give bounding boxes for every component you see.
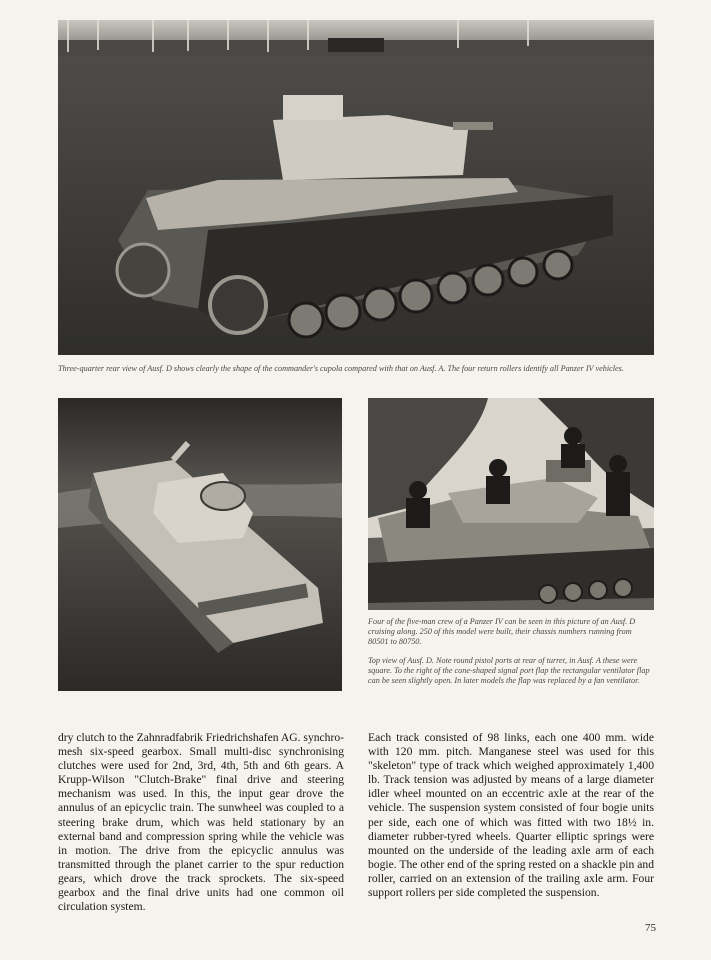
body-text-right-column: Each track consisted of 98 links, each one 400 mm. wide with 120 mm. pitch. Manganese steel was used for this "skeleton" type of track which weighed approximately 1,400 lb. Track tension was adjusted by means of a large diameter idler wheel mounted on an eccentric axle at the rear of the vehicle. The suspension system consisted of four bogie units per side, each one of which was fitted with two 18½ in. diameter rubber-tyred wheels. Quarter elliptic springs were mounted on the underside of the leading axle arm of each bogie. The other end of the spring rested on a shackle pin and roller, carried on an extension of the trailing axle arm. Four support rollers per side completed the suspension. bbox=[368, 731, 654, 900]
page-number: 75 bbox=[645, 922, 656, 934]
tank-top-view-photo bbox=[58, 398, 342, 691]
tank-rear-three-quarter-photo bbox=[58, 20, 654, 355]
body-text-left-column: dry clutch to the Zahnradfabrik Friedrichshafen AG. synchro-mesh six-speed gearbox. Small multi-disc synchronising clutches were used for 2nd, 3rd, 4th, 5th and 6th gears. A Krupp-Wilson "Clutch-Brake" final drive and steering mechanism was used. In this, the input gear drove the annulus of an epicyclic train. The sunwheel was coupled to a steering brake drum, which was held stationary by an external band and compression spring while the vehicle was in motion. The drive from the epicyclic annulus was transmitted through the planet carrier to the spur reduction gears, which drove the track sprockets. The six-speed gearbox and the final drive units had one common oil circulation system. bbox=[58, 731, 344, 914]
caption-top-view-photo: Top view of Ausf. D. Note round pistol ports at rear of turret, in Ausf. A these were square. To the right of the cone-shaped signal port flap the rectangular ventilator flap can be seen slightly open. In later models the flap was replaced by a fan ventilator. bbox=[368, 656, 650, 685]
photo-tank-crew bbox=[368, 398, 654, 610]
photo-tank-top-view bbox=[58, 398, 342, 691]
photo-tank-rear-view bbox=[58, 20, 654, 355]
tank-crew-photo bbox=[368, 398, 654, 610]
caption-top-photo: Three-quarter rear view of Ausf. D shows clearly the shape of the commander's cupola compared with that on Ausf. A. The four return rollers identify all Panzer IV vehicles. bbox=[58, 364, 624, 373]
caption-crew-photo: Four of the five-man crew of a Panzer IV can be seen in this picture of an Ausf. D cruising along. 250 of this model were built, their chassis numbers running from 80501 to 80750. bbox=[368, 617, 636, 646]
